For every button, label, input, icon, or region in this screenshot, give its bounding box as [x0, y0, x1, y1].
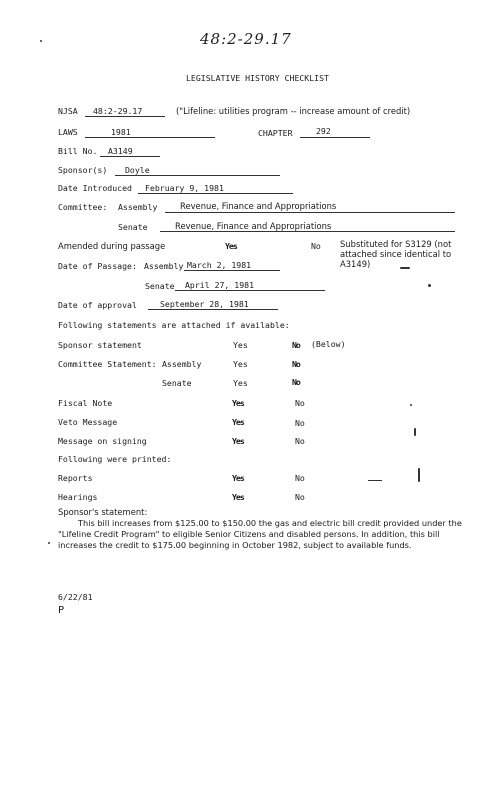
committee-assembly-label: Assembly: [118, 202, 158, 212]
date-introduced-underline: [138, 193, 293, 194]
date-introduced-value: February 9, 1981: [145, 183, 224, 193]
passage-senate-value: April 27, 1981: [185, 280, 255, 290]
njsa-underline: [85, 116, 165, 117]
veto-message-label: Veto Message: [58, 417, 118, 427]
scan-speck: [400, 267, 410, 269]
footer-date: 6/22/81: [58, 592, 93, 602]
scan-speck: [428, 284, 431, 287]
njsa-value: 48:2-29.17: [93, 106, 143, 116]
sponsor-statement-yes: Yes: [233, 340, 248, 350]
hearings-no: No: [295, 492, 305, 502]
date-introduced-label: Date Introduced: [58, 183, 132, 193]
njsa-label: NJSA: [58, 106, 78, 116]
page-title: LEGISLATIVE HISTORY CHECKLIST: [186, 73, 329, 83]
committee-senate-no-struck: No: [292, 377, 300, 387]
printed-heading: Following were printed:: [58, 454, 172, 464]
committee-senate-label: Senate: [118, 222, 148, 232]
hearings-yes-struck: Yes: [232, 492, 244, 502]
bill-value: A3149: [108, 146, 133, 156]
laws-label: LAWS: [58, 127, 78, 137]
sponsor-statement-note: (Below): [311, 339, 346, 349]
committee-label: Committee:: [58, 202, 108, 212]
passage-senate-underline: [175, 290, 325, 291]
passage-assembly-value: March 2, 1981: [187, 260, 252, 270]
sponsor-statement-no-struck: No: [292, 340, 300, 350]
substituted-note: Substituted for S3129 (not attached since identical to A3149): [340, 239, 452, 269]
message-on-signing-no: No: [295, 436, 305, 446]
committee-statement-label: Committee Statement:: [58, 359, 157, 369]
passage-label: Date of Passage:: [58, 261, 137, 271]
committee-statement-senate: Senate: [162, 378, 192, 388]
laws-value: 1981: [111, 127, 131, 137]
statements-attached-heading: Following statements are attached if available:: [58, 320, 290, 330]
committee-assembly-no-struck: No: [292, 359, 300, 369]
approval-label: Date of approval: [58, 300, 137, 310]
scan-speck: [368, 480, 382, 481]
njsa-description: ("Lifeline: utilities program -- increase amount of credit): [176, 106, 411, 116]
chapter-label: CHAPTER: [258, 128, 293, 138]
passage-senate-label: Senate: [145, 281, 175, 291]
approval-value: September 28, 1981: [160, 299, 249, 309]
scan-speck: [418, 468, 420, 482]
scan-speck: [410, 404, 412, 406]
scan-speck: [48, 542, 50, 544]
committee-assembly-yes: Yes: [233, 359, 248, 369]
fiscal-note-label: Fiscal Note: [58, 398, 113, 408]
amended-label: Amended during passage: [58, 241, 166, 251]
statement-body: This bill increases from $125.00 to $150.00 the gas and electric bill credit provided under the "Lifeline Credit Program" to eligible Senior Citizens and disabled persons. In addition, this bill increases the credit to $175.00 beginning in October 1982, subject to available funds.: [58, 518, 462, 550]
amended-yes-struck: Yes: [225, 241, 237, 251]
statement-heading: Sponsor's statement:: [58, 507, 148, 517]
sponsor-underline: [115, 175, 280, 176]
veto-message-no: No: [295, 418, 305, 428]
chapter-value: 292: [316, 126, 331, 136]
fiscal-note-no: No: [295, 398, 305, 408]
bill-underline: [100, 156, 160, 157]
reports-label: Reports: [58, 473, 93, 483]
message-on-signing-yes-struck: Yes: [232, 436, 244, 446]
footer-initial: P: [58, 605, 65, 616]
committee-statement-assembly: Assembly: [162, 359, 202, 369]
sponsor-statement-label: Sponsor statement: [58, 340, 142, 350]
committee-assembly-underline: [165, 212, 455, 213]
reports-no: No: [295, 473, 305, 483]
sponsor-value: Doyle: [125, 165, 150, 175]
sponsor-label: Sponsor(s): [58, 165, 108, 175]
amended-no: No: [311, 241, 321, 251]
hearings-label: Hearings: [58, 492, 98, 502]
passage-assembly-label: Assembly: [144, 261, 184, 271]
laws-underline: [85, 137, 215, 138]
message-on-signing-label: Message on signing: [58, 436, 147, 446]
scan-speck: [414, 428, 416, 436]
approval-underline: [148, 309, 278, 310]
committee-senate-underline: [160, 231, 455, 232]
committee-assembly-value: Revenue, Finance and Appropriations: [180, 201, 337, 211]
bill-label: Bill No.: [58, 146, 98, 156]
scan-speck: [40, 40, 42, 42]
committee-senate-yes: Yes: [233, 378, 248, 388]
chapter-underline: [300, 137, 370, 138]
fiscal-note-yes-struck: Yes: [232, 398, 244, 408]
passage-assembly-underline: [184, 270, 280, 271]
committee-senate-value: Revenue, Finance and Appropriations: [175, 221, 332, 231]
veto-message-yes-struck: Yes: [232, 417, 244, 427]
reports-yes-struck: Yes: [232, 473, 244, 483]
handwritten-reference: 48:2-29.17: [200, 30, 292, 48]
